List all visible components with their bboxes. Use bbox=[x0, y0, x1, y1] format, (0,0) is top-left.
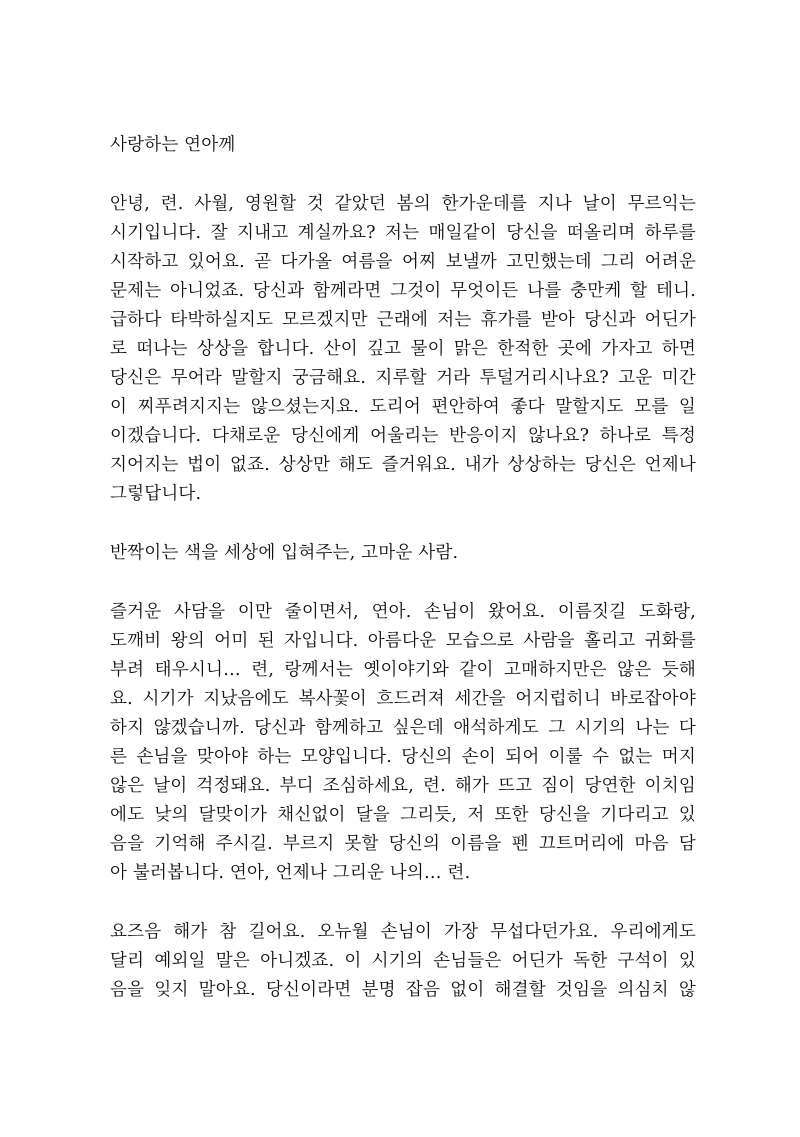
paragraph-line: 음을 잊지 말아요. 당신이라면 분명 잡음 없이 해결할 것임을 의심치 않 bbox=[110, 980, 696, 1000]
paragraph-line: 부려 태우시니… 련, 랑께서는 옛이야기와 같이 고매하지만은 않은 듯해 bbox=[110, 660, 696, 680]
paragraph-line: 이겠습니다. 다채로운 당신에게 어울리는 반응이지 않나요? 하나로 특정 bbox=[110, 426, 696, 446]
paragraph-line: 아 불러봅니다. 연아, 언제나 그리운 나의… 련. bbox=[110, 863, 471, 883]
paragraph-line: 시기입니다. 잘 지내고 계실까요? 저는 매일같이 당신을 떠올리며 하루를 bbox=[110, 223, 696, 243]
paragraph-line: 달리 예외일 말은 아니겠죠. 이 시기의 손님들은 어딘가 독한 구석이 있 bbox=[110, 951, 696, 971]
paragraph-1 bbox=[110, 190, 696, 509]
paragraph-line: 그렇답니다. bbox=[110, 484, 202, 504]
paragraph-line: 로 떠나는 상상을 합니다. 산이 깊고 물이 맑은 한적한 곳에 가자고 하면 bbox=[110, 339, 696, 359]
paragraph-2: 반짝이는 색을 세상에 입혀주는, 고마운 사람. bbox=[110, 543, 459, 563]
letter-body bbox=[110, 131, 696, 1005]
paragraph-line: 시작하고 있어요. 곧 다가올 여름을 어찌 보낼까 고민했는데 그리 어려운 bbox=[110, 252, 696, 272]
paragraph-line: 요. 시기가 지났음에도 복사꽃이 흐드러져 세간을 어지럽히니 바로잡아야 bbox=[110, 689, 696, 709]
paragraph-gap bbox=[110, 568, 696, 598]
paragraph-line: 당신은 무어라 말할지 궁금해요. 지루할 거라 투덜거리시나요? 고운 미간 bbox=[110, 368, 696, 388]
paragraph-line: 음을 기억해 주시길. 부르지 못할 당신의 이름을 펜 끄트머리에 마음 담 bbox=[110, 834, 696, 854]
paragraph-gap bbox=[110, 509, 696, 539]
paragraph-line: 에도 낮의 달맞이가 채신없이 달을 그리듯, 저 또한 당신을 기다리고 있 bbox=[110, 805, 696, 825]
paragraph-line: 안녕, 련. 사월, 영원할 것 같았던 봄의 한가운데를 지나 날이 무르익는 bbox=[110, 194, 696, 214]
paragraph-line: 문제는 아니었죠. 당신과 함께라면 그것이 무엇이든 나를 충만케 할 테니. bbox=[110, 281, 696, 301]
paragraph-line: 요즈음 해가 참 길어요. 오뉴월 손님이 가장 무섭다던가요. 우리에게도 bbox=[110, 922, 696, 942]
paragraph-gap bbox=[110, 160, 696, 190]
paragraph-line: 즐거운 사담을 이만 줄이면서, 연아. 손님이 왔어요. 이름짓길 도화랑, bbox=[110, 602, 696, 622]
paragraph-line: 않은 날이 걱정돼요. 부디 조심하세요, 련. 해가 뜨고 짐이 당연한 이치임 bbox=[110, 776, 696, 796]
paragraph-line: 하지 않겠습니까. 당신과 함께하고 싶은데 애석하게도 그 시기의 나는 다 bbox=[110, 718, 696, 738]
paragraph-line: 도깨비 왕의 어미 된 자입니다. 아름다운 모습으로 사람을 홀리고 귀화를 bbox=[110, 631, 696, 651]
paragraph-line: 지어지는 법이 없죠. 상상만 해도 즐거워요. 내가 상상하는 당신은 언제나 bbox=[110, 455, 696, 475]
paragraph-line: 이 찌푸려지지는 않으셨는지요. 도리어 편안하여 좋다 말할지도 모를 일 bbox=[110, 397, 696, 417]
paragraph-gap bbox=[110, 888, 696, 918]
paragraph-line: 급하다 타박하실지도 모르겠지만 근래에 저는 휴가를 받아 당신과 어딘가 bbox=[110, 310, 696, 330]
paragraph-line: 른 손님을 맞아야 하는 모양입니다. 당신의 손이 되어 이룰 수 없는 머지 bbox=[110, 747, 696, 767]
paragraph-4 bbox=[110, 918, 696, 1005]
paragraph-3 bbox=[110, 598, 696, 888]
salutation: 사랑하는 연아께 bbox=[110, 135, 236, 155]
